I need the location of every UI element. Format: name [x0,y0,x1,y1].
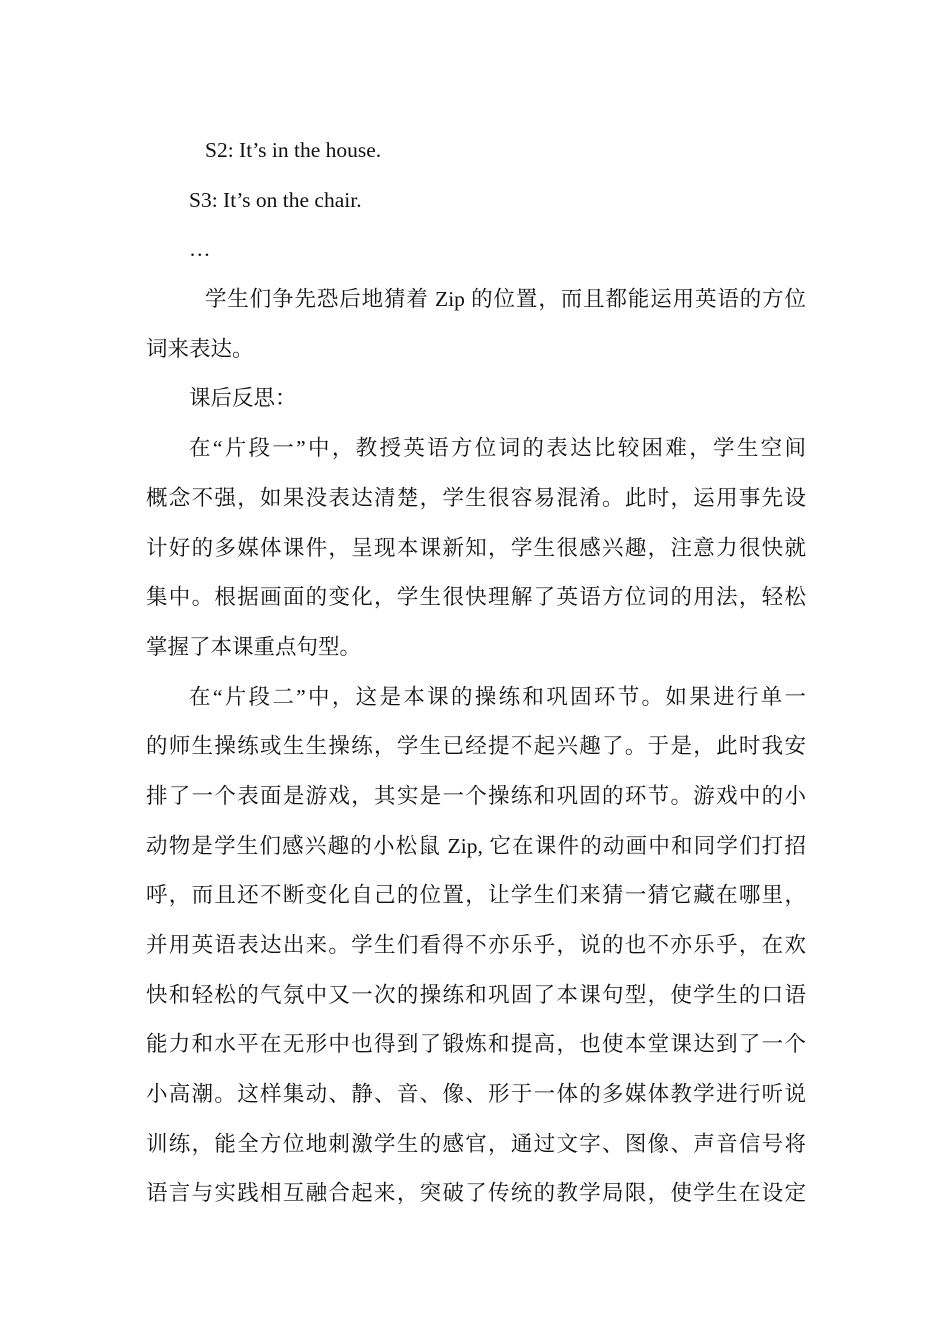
paragraph-line: 排了一个表面是游戏，其实是一个操练和巩固的环节。游戏中的小 [146,783,806,808]
paragraph-segment-two [146,673,806,1220]
dialogue-line-s3: S3: It’s on the chair. [189,187,362,212]
paragraph-line: 的师生操练或生生操练，学生已经提不起兴趣了。于是，此时我安 [146,734,806,759]
paragraph-line: 在“片段一”中，教授英语方位词的表达比较困难，学生空间 [189,436,806,461]
paragraph-line: 并用英语表达出来。学生们看得不亦乐乎，说的也不亦乐乎，在欢 [146,933,806,957]
paragraph-line: 呼，而且还不断变化自己的位置，让学生们来猜一猜它藏在哪里， [146,883,806,908]
paragraph-line: 快和轻松的气氛中又一次的操练和巩固了本课句型，使学生的口语 [146,982,806,1007]
paragraph-line: 集中。根据画面的变化，学生很快理解了英语方位词的用法，轻松 [146,585,806,610]
paragraph-line: 语言与实践相互融合起来，突破了传统的教学局限，使学生在设定 [146,1181,806,1206]
paragraph-segment-one [146,424,806,672]
paragraph-line: 词来表达。 [146,336,254,361]
section-heading-reflection: 课后反思： [189,386,297,411]
paragraph-line: 概念不强，如果没表达清楚，学生很容易混淆。此时，运用事先设 [146,485,806,510]
paragraph-line: 小高潮。这样集动、静、音、像、形于一体的多媒体教学进行听说 [146,1082,806,1107]
paragraph-line: 掌握了本课重点句型。 [146,634,362,659]
paragraph-line: 计好的多媒体课件，呈现本课新知，学生很感兴趣，注意力很快就 [146,535,806,560]
paragraph-line: 训练，能全方位地刺激学生的感官，通过文字、图像、声音信号将 [146,1131,806,1156]
paragraph-guess [146,275,806,374]
paragraph-line: 在“片段二”中，这是本课的操练和巩固环节。如果进行单一 [189,684,806,709]
paragraph-line: 动物是学生们感兴趣的小松鼠 Zip, 它在课件的动画中和同学们打招 [146,833,806,858]
dialogue-line-s2: S2: It’s in the house. [205,138,382,162]
dialogue-ellipsis: … [189,237,211,262]
paragraph-line: 学生们争先恐后地猜着 Zip 的位置，而且都能运用英语的方位 [205,287,806,312]
document-body [146,126,806,1219]
paragraph-line: 能力和水平在无形中也得到了锻炼和提高，也使本堂课达到了一个 [146,1032,806,1057]
